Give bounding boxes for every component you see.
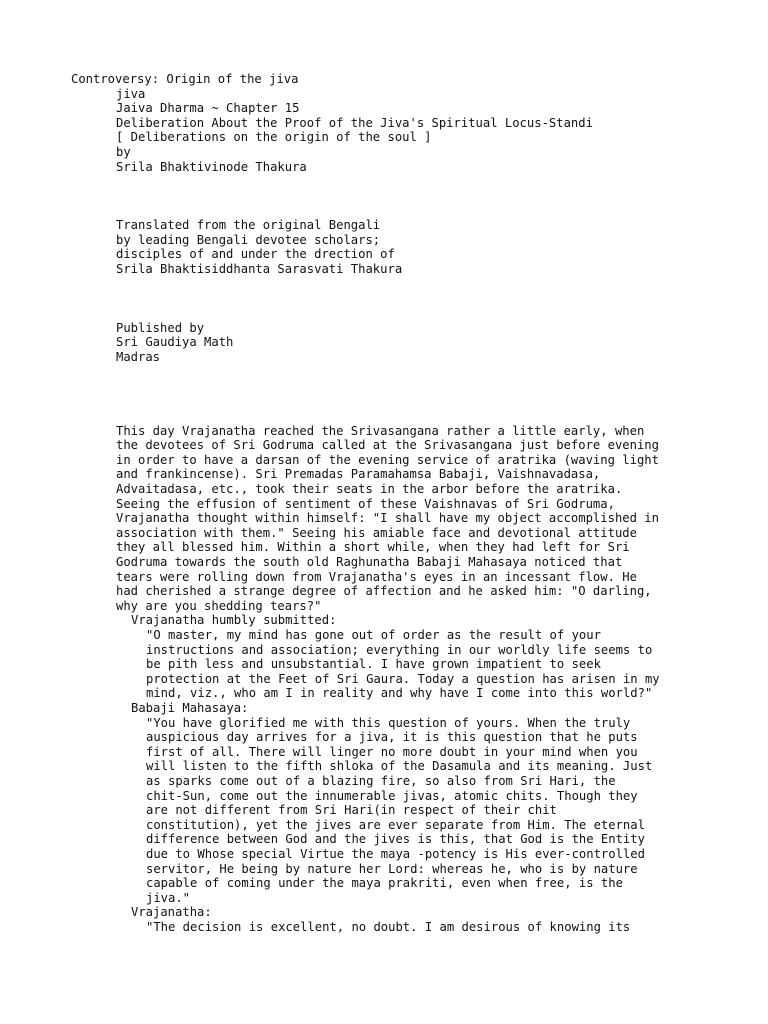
text-line: This day Vrajanatha reached the Srivasangana rather a little early, when [116, 423, 645, 438]
text-line: due to Whose special Virtue the maya -potency is His ever-controlled [146, 846, 645, 861]
text-line: first of all. There will linger no more doubt in your mind when you [146, 744, 638, 759]
speaker-label: Vrajanatha: [131, 905, 212, 920]
translation-line: Translated from the original Bengali [116, 218, 381, 232]
byline-label: by [116, 145, 131, 159]
text-line: they all blessed him. Within a short while, when they had left for Sri [116, 540, 630, 555]
text-line: tears were rolling down from Vrajanatha's eyes in an incessant flow. He [116, 569, 637, 584]
text-line: had cherished a strange degree of affection and he asked him: "O darling, [116, 584, 652, 599]
text-line: will listen to the fifth shloka of the Dasamula and its meaning. Just [146, 759, 653, 774]
text-line: auspicious day arrives for a jiva, it is this question that he puts [146, 730, 638, 745]
text-line: why are you shedding tears?" [116, 598, 322, 613]
speaker-label: Babaji Mahasaya: [131, 700, 249, 715]
document-title: Controversy: Origin of the jiva [71, 72, 299, 86]
translation-line: Srila Bhaktisiddhanta Sarasvati Thakura [116, 261, 403, 276]
chapter-title: Deliberation About the Proof of the Jiva's Spiritual Locus-Standi [116, 115, 593, 130]
text-line: jiva." [146, 890, 191, 905]
text-line: Seeing the effusion of sentiment of these Vaishnavas of Sri Godruma, [116, 496, 615, 511]
publisher-city: Madras [116, 349, 161, 364]
text-line: the devotees of Sri Godruma called at the Srivasangana just before evening [116, 438, 659, 453]
publisher-line: Published by [116, 320, 205, 335]
text-line: and frankincense). Sri Premadas Paramahamsa Babaji, Vaishnavadasa, [116, 467, 601, 482]
translation-line: disciples of and under the drection of [116, 247, 395, 262]
document-subtitle: jiva [116, 86, 146, 101]
text-line: Advaitadasa, etc., took their seats in the arbor before the aratrika. [116, 481, 623, 496]
text-line: protection at the Feet of Sri Gaura. Today a question has arisen in my [146, 671, 660, 686]
text-line: "O master, my mind has gone out of order as the result of your [146, 627, 601, 642]
text-line: association with them." Seeing his amiable face and devotional attitude [116, 525, 637, 540]
text-line: in order to have a darsan of the evening service of aratrika (waving light [116, 452, 659, 467]
text-line: servitor, He being by nature her Lord: whereas he, who is by nature [146, 861, 638, 876]
publisher-name: Sri Gaudiya Math [116, 335, 234, 350]
text-line: be pith less and unsubstantial. I have grown impatient to seek [146, 657, 601, 672]
text-line: constitution), yet the jives are ever separate from Him. The eternal [146, 817, 645, 832]
text-line: capable of coming under the maya prakriti, even when free, is the [146, 876, 623, 891]
author-name: Srila Bhaktivinode Thakura [116, 159, 307, 174]
text-line: instructions and association; everything in our worldly life seems to [146, 642, 653, 657]
text-line: are not different from Sri Hari(in respect of their chit [146, 803, 557, 818]
translation-line: by leading Bengali devotee scholars; [116, 232, 381, 247]
text-line: chit-Sun, come out the innumerable jivas, atomic chits. Though they [146, 788, 638, 803]
text-line: difference between God and the jives is this, that God is the Entity [146, 832, 645, 847]
text-line: mind, viz., who am I in reality and why have I come into this world?" [146, 686, 653, 701]
text-line: "The decision is excellent, no doubt. I am desirous of knowing its [146, 919, 631, 934]
text-line: Godruma towards the south old Raghunatha Babaji Mahasaya noticed that [116, 554, 623, 569]
speaker-label: Vrajanatha humbly submitted: [131, 613, 337, 628]
text-line: as sparks come out of a blazing fire, so also from Sri Hari, the [146, 773, 616, 788]
text-line: Vrajanatha thought within himself: "I shall have my object accomplished in [116, 511, 659, 526]
text-line: "You have glorified me with this question of yours. When the truly [146, 715, 631, 730]
chapter-label: Jaiva Dharma ~ Chapter 15 [116, 101, 300, 116]
chapter-subtitle: [ Deliberations on the origin of the soul ] [116, 130, 432, 145]
